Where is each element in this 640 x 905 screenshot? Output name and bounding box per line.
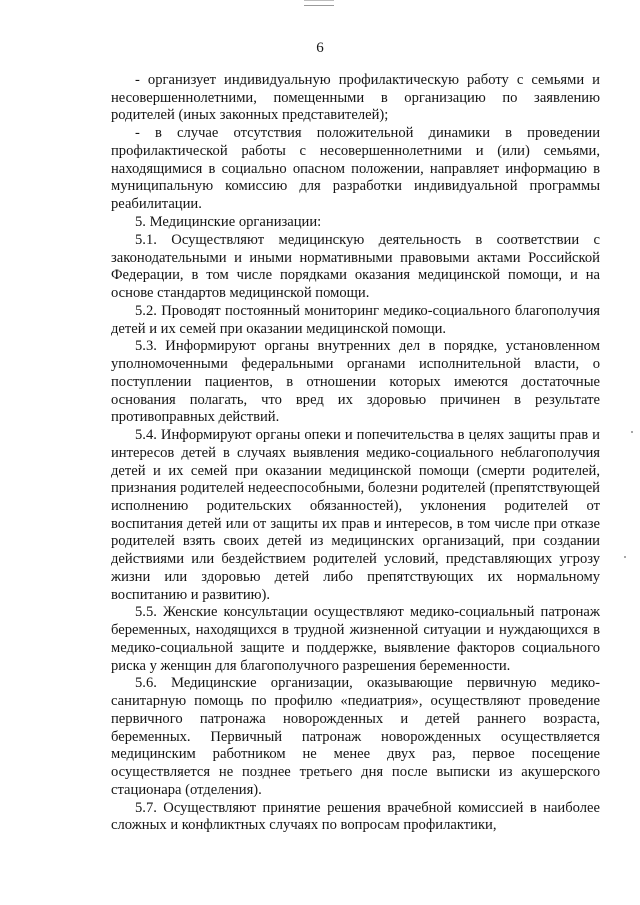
page-number: 6 [316, 40, 324, 56]
paragraph-5-2: 5.2. Проводят постоянный мониторинг медико-социального благополучия детей и их семей при оказании медицинской помощи. [111, 302, 600, 337]
paragraph-5-6: 5.6. Медицинские организации, оказывающие первичную медико-санитарную помощь по профилю «педиатрия», осуществляют проведение первичного патронажа новорожденных и детей раннего возраста, беременных. Первичный патронаж новорожденных осуществляется медицинским работником не менее двух раз, первое посещение осуществляется не позднее третьего дня после выписки из акушерского стационара (отделения). [111, 675, 600, 798]
paragraph-5-1: 5.1. Осуществляют медицинскую деятельность в соответствии с законодательными и иными нормативными правовыми актами Российской Федерации, в том числе порядками оказания медицинской помощи, и на основе стандартов медицинской помощи. [111, 231, 600, 301]
paragraph-5-3: 5.3. Информируют органы внутренних дел в порядке, установленном уполномоченными федеральными органами исполнительной власти, о поступлении пациентов, в отношении которых имеются достаточные основания полагать, что вред их здоровью причинен в результате противоправных действий. [111, 338, 600, 426]
paragraph-5-5: 5.5. Женские консультации осуществляют медико-социальный патронаж беременных, находящихся в трудной жизненной ситуации и нуждающихся в медико-социальной защите и поддержке, выявление факторов социального риска у женщин для благополучного разрешения беременности. [111, 604, 600, 674]
scan-speck [624, 556, 626, 558]
paragraph-no-positive-dynamics: - в случае отсутствия положительной динамики в проведении профилактической работы с несовершеннолетними и (или) семьями, находящимися в социально опасном положении, направляет информацию в муниципальную комиссию для разработки индивидуальной программы реабилитации. [111, 125, 600, 213]
paragraph-5-7: 5.7. Осуществляют принятие решения врачебной комиссией в наиболее сложных и конфликтных случаях по вопросам профилактики, [111, 799, 600, 834]
document-body [111, 72, 600, 835]
paragraph-organizes-individual-work: - организует индивидуальную профилактическую работу с семьями и несовершеннолетними, помещенными в организацию по заявлению родителей (иных законных представителей); [111, 72, 600, 124]
paragraph-5-4: 5.4. Информируют органы опеки и попечительства в целях защиты прав и интересов детей в случаях выявления медико-социального неблагополучия детей и их семей при оказании медицинской помощи (смерти родителей, признания родителей недееспособными, болезни родителей (препятствующей исполнению родительских обязанностей), уклонения родителей от воспитания детей или от защиты их прав и интересов, в том числе при отказе родителей взять своих детей из медицинских организаций, при создании действиями или бездействием родителей условий, представляющих угрозу жизни или здоровью детей либо препятствующих их нормальному воспитанию и развитию). [111, 427, 600, 603]
section-heading-medical-organizations: 5. Медицинские организации: [135, 214, 322, 230]
scan-speck [631, 431, 633, 433]
scan-artifact [304, 0, 334, 6]
